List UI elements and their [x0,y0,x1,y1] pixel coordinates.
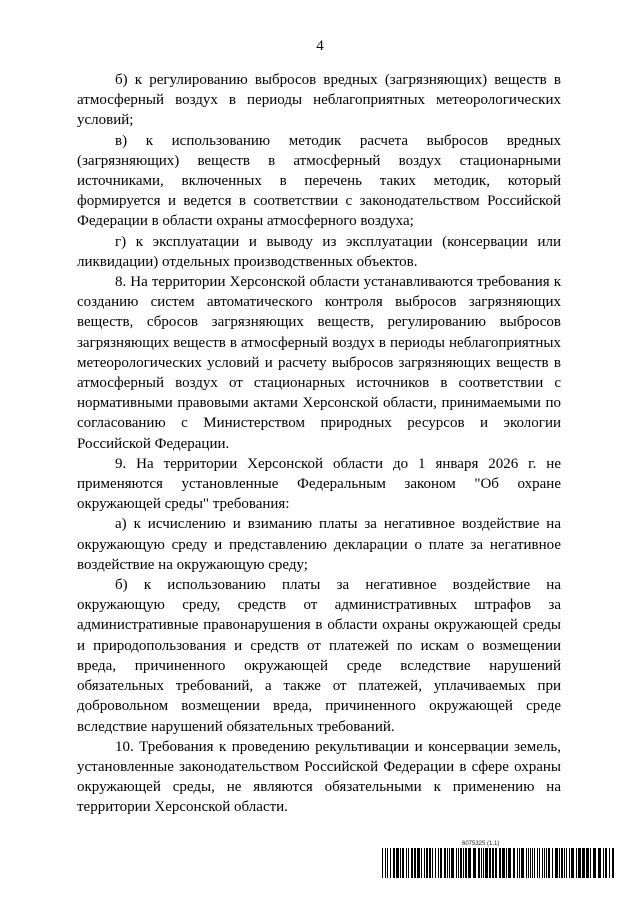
page-number: 4 [316,38,324,54]
barcode-id: 6075325 (1.1) [462,841,500,847]
paragraph-9b: б) к использованию платы за негативное воздействие на окружающую среду, средств от административных штрафов за административные правонарушения в области охраны окружающей среды и природопользования и средств от платежей по искам о возмещении вреда, причиненного окружающей среде вследствие нарушений обязательных требований, а также от платежей, уплачиваемых при добровольном возмещении вреда, причиненного окружающей среде вследствие нарушений обязательных требований. [77,577,561,735]
paragraph-g-exploitation: г) к эксплуатации и выводу из эксплуатации (консервации или ликвидации) отдельных производственных объектов. [77,233,561,270]
paragraph-v-methods: в) к использованию методик расчета выбросов вредных (загрязняющих) веществ в атмосферный воздух стационарными источниками, включенных в перечень таких методик, который формируется и ведется в соответствии с законодательством Российской Федерации в области охраны атмосферного воздуха; [77,132,561,230]
paragraph-9a: а) к исчислению и взиманию платы за негативное воздействие на окружающую среду и представлению декларации о плате за негативное воздействие на окружающую среду; [77,516,561,573]
paragraph-b-meteo: б) к регулированию выбросов вредных (загрязняющих) веществ в атмосферный воздух в периоды неблагоприятных метеорологических условий; [77,72,561,129]
paragraph-10: 10. Требования к проведению рекультивации и консервации земель, установленные законодательством Российской Федерации в сфере охраны окружающей среды, не являются обязательными к применению на территории Херсонской области. [77,738,561,816]
paragraph-9: 9. На территории Херсонской области до 1 января 2026 г. не применяются установленные Федеральным законом "Об охране окружающей среды" требования: [77,455,561,513]
document-body [77,70,561,818]
barcode-block [382,840,614,878]
paragraph-8: 8. На территории Херсонской области устанавливаются требования к созданию систем автоматического контроля выбросов загрязняющих веществ, сбросов загрязняющих веществ, регулированию выбросов загрязняющих веществ в атмосферный воздух в периоды неблагоприятных метеорологических условий и расчету выбросов загрязняющих веществ в атмосферный воздух от стационарных источников в соответствии с нормативными правовыми актами Херсонской области, принимаемыми по согласованию с Министерством природных ресурсов и экологии Российской Федерации. [77,274,561,452]
barcode-icon [382,848,614,878]
